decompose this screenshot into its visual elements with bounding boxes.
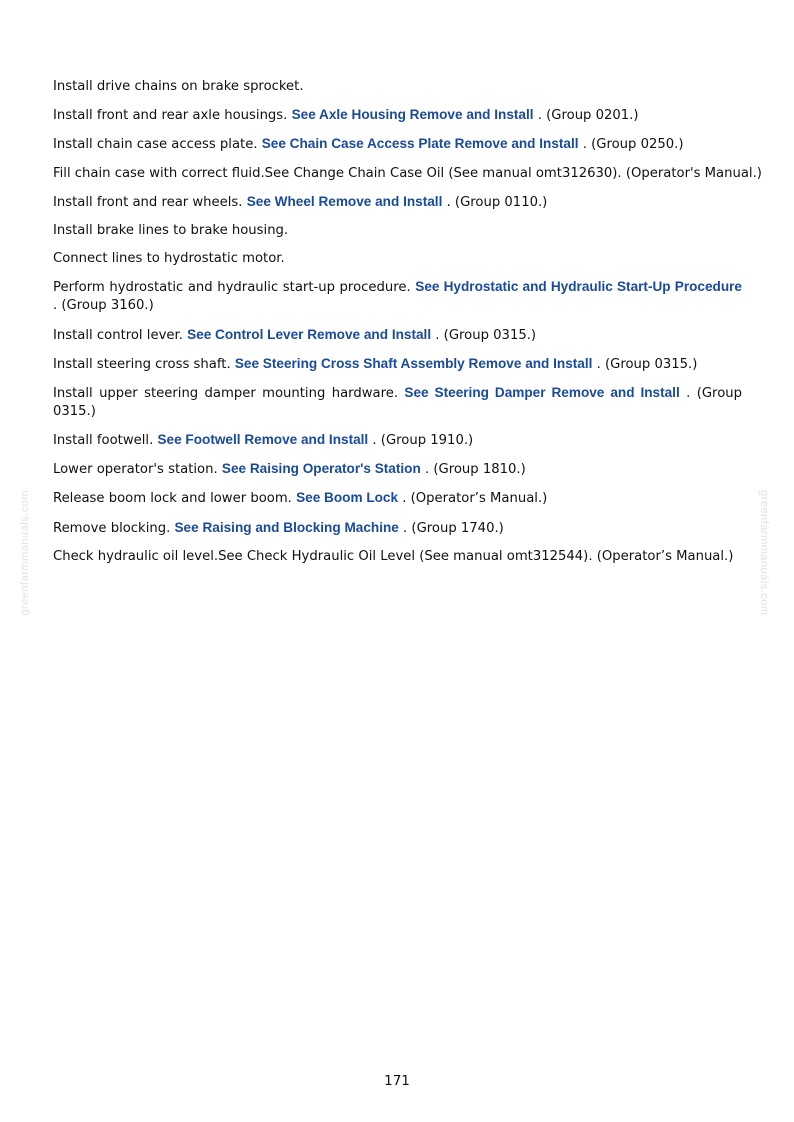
link-axle-housing[interactable]: See Axle Housing Remove and Install	[291, 107, 534, 123]
link-chain-case-access-plate[interactable]: See Chain Case Access Plate Remove and Install	[261, 136, 579, 152]
step-text: Release boom lock and lower boom.	[53, 491, 297, 507]
watermark-right: greenfarmmanuals.com	[758, 490, 770, 616]
step-item	[53, 431, 742, 450]
step-group: . (Group 0250.)	[578, 137, 684, 153]
step-text: Install upper steering damper mounting hardware.	[53, 385, 405, 401]
step-item	[53, 489, 742, 508]
step-text: Install brake lines to brake housing.	[53, 222, 289, 238]
link-footwell[interactable]: See Footwell Remove and Install	[157, 432, 369, 448]
step-text: Install front and rear wheels.	[53, 194, 247, 210]
step-item	[53, 326, 742, 345]
step-text: Install front and rear axle housings.	[53, 108, 292, 124]
step-group: . (Group 0315.)	[592, 356, 698, 372]
watermark-left: greenfarmmanuals.com	[19, 490, 31, 616]
step-item	[53, 78, 742, 96]
step-text: Lower operator's station.	[53, 462, 222, 478]
link-steering-damper[interactable]: See Steering Damper Remove and Install	[404, 384, 680, 400]
step-item	[53, 460, 742, 479]
step-item	[53, 355, 742, 374]
step-item	[53, 548, 742, 566]
link-hydrostatic-start-up[interactable]: See Hydrostatic and Hydraulic Start-Up Procedure	[415, 279, 742, 295]
step-group: . (Group 0110.)	[442, 194, 548, 210]
step-group: . (Group 1910.)	[368, 433, 474, 449]
step-text: Install control lever.	[53, 327, 188, 343]
step-text: Connect lines to hydrostatic motor.	[53, 251, 285, 267]
step-item	[53, 278, 742, 315]
step-text: Remove blocking.	[53, 520, 175, 536]
step-group: . (Group 0315.)	[53, 385, 742, 419]
link-control-lever[interactable]: See Control Lever Remove and Install	[187, 326, 432, 342]
step-item	[53, 193, 742, 212]
link-raising-operators-station[interactable]: See Raising Operator's Station	[221, 461, 421, 477]
step-text: Perform hydrostatic and hydraulic start-up procedure.	[53, 280, 416, 296]
step-text: Install drive chains on brake sprocket.	[53, 79, 304, 94]
step-item	[53, 106, 742, 125]
step-item	[53, 135, 742, 154]
step-text: Check hydraulic oil level.See Check Hydraulic Oil Level (See manual omt312544). (Operator’s Manual.)	[53, 548, 734, 564]
link-wheel[interactable]: See Wheel Remove and Install	[246, 193, 443, 209]
step-group: . (Operator’s Manual.)	[398, 491, 548, 507]
step-item	[53, 222, 742, 240]
page-number: 171	[384, 1073, 410, 1089]
step-group: . (Group 3160.)	[53, 298, 154, 314]
step-group: . (Group 0201.)	[533, 108, 639, 124]
step-text: Fill chain case with correct fluid.See Change Chain Case Oil (See manual omt312630). (Operator's Manual.)	[53, 165, 762, 181]
step-item	[53, 519, 742, 538]
step-text: Install footwell.	[53, 433, 158, 449]
procedure-steps	[53, 78, 762, 576]
step-item	[53, 250, 742, 268]
link-steering-cross-shaft[interactable]: See Steering Cross Shaft Assembly Remove and Install	[234, 355, 593, 371]
link-raising-blocking-machine[interactable]: See Raising and Blocking Machine	[174, 519, 399, 535]
step-item	[53, 384, 742, 421]
step-text: Install chain case access plate.	[53, 137, 262, 153]
step-group: . (Group 1810.)	[420, 462, 526, 478]
step-text: Install steering cross shaft.	[53, 356, 235, 372]
step-group: . (Group 0315.)	[431, 327, 537, 343]
step-group: . (Group 1740.)	[398, 520, 504, 536]
step-item	[53, 165, 762, 183]
link-boom-lock[interactable]: See Boom Lock	[296, 490, 399, 506]
